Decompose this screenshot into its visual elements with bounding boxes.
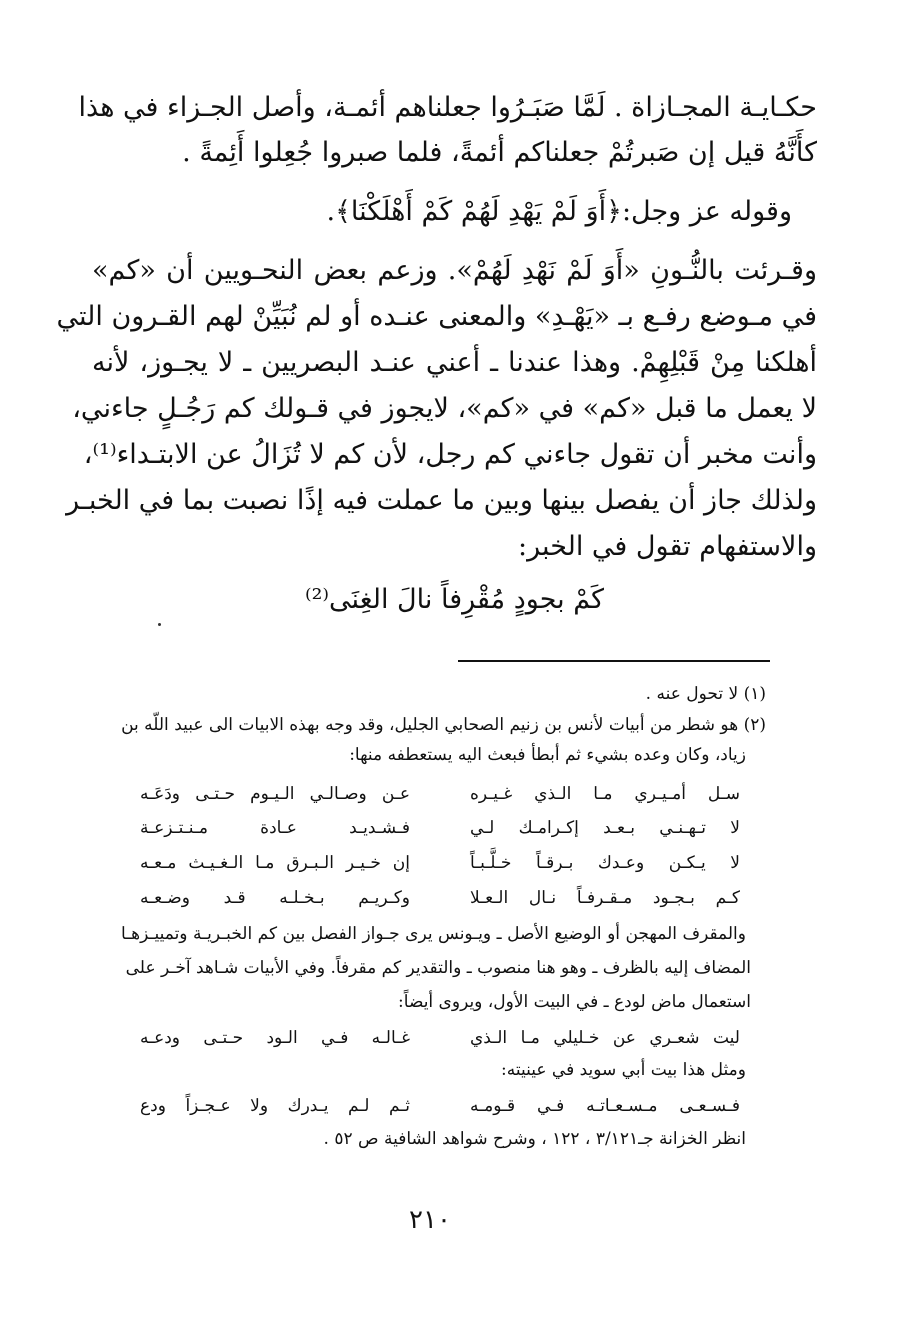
poem-verse-3 bbox=[140, 848, 740, 878]
footnote-comment-line-2: المضاف إليه بالظرف ـ وهو هنا منصوب ـ والتقدير كم مقرفاً. وفي الأبيات شـاهد آخـر على bbox=[125, 958, 751, 978]
scan-speck bbox=[158, 623, 161, 626]
poem-alt-verse bbox=[140, 1023, 740, 1053]
body-line-9: ولذلك جاز أن يفصل بينها وبين ما عملت فيه إذًا نصبت بما في الخبـر bbox=[66, 485, 817, 516]
footnote-comment-line-1: والمقرف المهجن أو الوضيع الأصل ـ ويـونس يرى جـواز الفصل بين كم الخبـريـة وتمييـزهـا bbox=[121, 924, 746, 944]
footnote-1: (١) لا تحول عنه . bbox=[645, 684, 766, 704]
body-line-4: وقـرئت بالنُّـونِ «أَوَ لَمْ نَهْدِ لَهُمْ». وزعم بعض النحـويين أن «كم» bbox=[92, 255, 817, 286]
poem-verse-1-second-half: عـن وصـالـي الـيـوم حـتـى ودَعَـه bbox=[140, 784, 410, 804]
footnote-2-line-1: (٢) هو شطر من أبيات لأنس بن زنيم الصحابي الجليل، وقد وجه بهذه الابيات الى عبيد اللّه بن bbox=[121, 715, 766, 735]
footnote-reference: انظر الخزانة جـ٣/١٢١ ، ١٢٢ ، وشرح شواهد الشافية ص ٥٢ . bbox=[323, 1129, 746, 1149]
verse-line: كَمْ بجودٍ مُقْرِفاً نالَ الغِنَى⁽²⁾ bbox=[304, 584, 605, 615]
poem-verse-1 bbox=[140, 779, 740, 809]
poem-abi-suwayd-second-half: ثـم لـم يـدرك ولا عـجـزاً ودع bbox=[140, 1096, 410, 1116]
body-line-10: والاستفهام تقول في الخبر: bbox=[518, 531, 817, 562]
poem-verse-2 bbox=[140, 813, 740, 843]
footnote-intro-line: ومثل هذا بيت أبي سويد في عينيته: bbox=[500, 1060, 746, 1080]
footnote-comment-line-3: استعمال ماض لودع ـ في البيت الأول، ويروى أيضاً: bbox=[398, 992, 751, 1012]
poem-verse-4 bbox=[140, 883, 740, 913]
poem-verse-3-first-half: لا يـكـن وعـدك بـرقـاً خـلَّـبـاً bbox=[470, 853, 740, 873]
poem-verse-4-first-half: كـم بـجـود مـقـرفـاً نـال الـعـلا bbox=[470, 888, 740, 908]
body-line-7: لا يعمل ما قبل «كم» في «كم»، لايجوز في قـولك كم رَجُـلٍ جاءني، bbox=[72, 393, 817, 424]
footnote-divider bbox=[458, 660, 770, 662]
poem-alt-verse-second-half: غـالـه فـي الـود حـتـى ودعـه bbox=[140, 1028, 410, 1048]
body-line-8: وأنت مخبر أن تقول جاءني كم رجل، لأن كم لا تُزَالُ عن الابتـداء⁽¹⁾، bbox=[83, 439, 817, 470]
poem-verse-1-first-half: سـل أمـيـري مـا الـذي غـيـره bbox=[470, 784, 740, 804]
page-number: ٢١٠ bbox=[409, 1205, 451, 1235]
body-line-6: أهلكنا مِنْ قَبْلِهِمْ. وهذا عندنا ـ أعني عنـد البصريين ـ لا يجـوز، لأنه bbox=[92, 347, 817, 378]
body-line-2: كأَنَّهُ قيل إن صَبرتُمْ جعلناكم أئمةً، فلما صبروا جُعِلوا أَئِمةً . bbox=[182, 137, 817, 168]
poem-verse-3-second-half: إن خـيـر الـبـرق مـا الـغـيـث مـعـه bbox=[140, 853, 410, 873]
poem-verse-2-second-half: فـشـديـد عـادة مـنـتـزعـة bbox=[140, 818, 410, 838]
poem-abi-suwayd-first-half: فـسـعـى مـسـعـاتـه فـي قـومـه bbox=[470, 1096, 740, 1116]
footnote-2-line-2: زياد، وكان وعده بشيء ثم أبطأ فبعث اليه يستعطفه منها: bbox=[349, 745, 746, 765]
poem-verse-2-first-half: لا تـهـنـي بـعـد إكـرامـك لـي bbox=[470, 818, 740, 838]
poem-abi-suwayd-verse bbox=[140, 1091, 740, 1121]
body-line-1: حكـايـة المجـازاة . لَمَّا صَبَـرُوا جعلناهم أئمـة، وأصل الجـزاء في هذا bbox=[78, 92, 817, 123]
poem-alt-verse-first-half: ليت شعـري عن خـليلي مـا الـذي bbox=[470, 1028, 740, 1048]
poem-verse-4-second-half: وكـريـم بـخـلـه قـد وضـعـه bbox=[140, 888, 410, 908]
body-line-3: وقوله عز وجل:﴿أَوَ لَمْ يَهْدِ لَهُمْ كَمْ أَهْلَكْنَا﴾. bbox=[326, 196, 792, 227]
body-line-5: في مـوضع رفـع بـ «يَهْـدِ» والمعنى عنـده أو لم نُبَيِّنْ لهم القـرون التي bbox=[56, 301, 817, 332]
